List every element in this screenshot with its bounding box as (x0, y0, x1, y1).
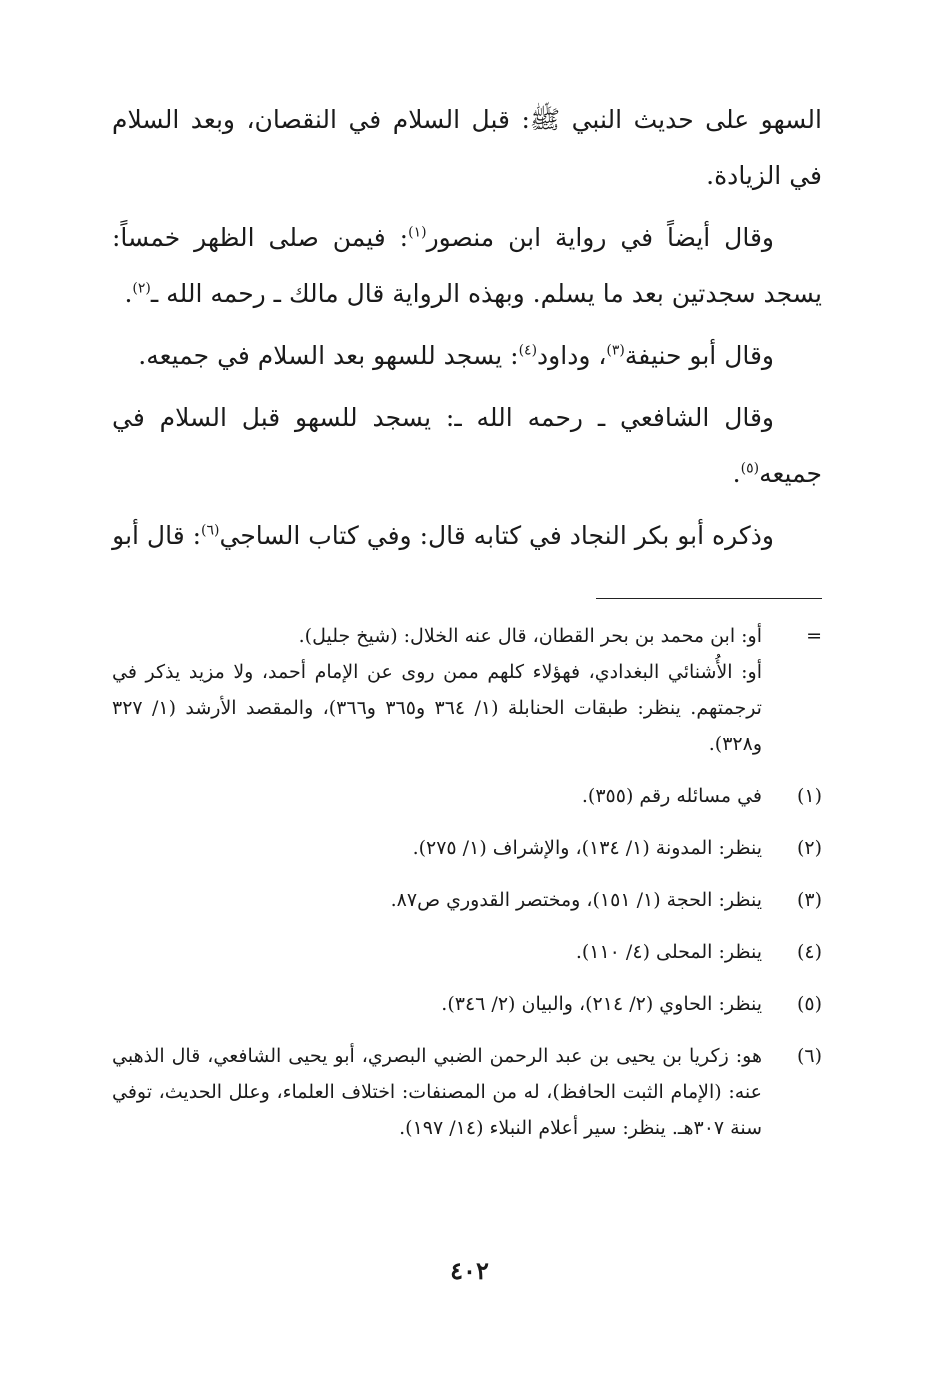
footnote-1-number: (١) (796, 785, 822, 807)
footnote-separator (596, 598, 822, 599)
footnote-1-text: في مسائله رقم (٣٥٥). (581, 785, 762, 807)
footnote-ref-6: (٦) (201, 522, 220, 539)
footnote-ref-3: (٣) (606, 342, 625, 359)
paragraph-4-text-a: وقال الشافعي ـ رحمه الله ـ: يسجد للسهو قبل السلام في جميعه (112, 403, 822, 488)
footnote-2-number: (٢) (796, 837, 822, 859)
footnote-3-number: (٣) (796, 889, 822, 911)
paragraph-1 (112, 92, 822, 204)
page-number: ٤٠٢ (450, 1256, 489, 1285)
paragraph-3-text-b: ، وداود (537, 341, 607, 370)
paragraph-2 (112, 210, 822, 322)
paragraph-3 (112, 328, 822, 384)
footnotes (112, 618, 822, 1162)
footnote-5-text: ينظر: الحاوي (٢/ ٢١٤)، والبيان (٢/ ٣٤٦). (441, 993, 762, 1015)
footnote-2 (112, 830, 822, 866)
paragraph-1-text: السهو على حديث النبي ﷺ: قبل السلام في النقصان، وبعد السلام في الزيادة. (112, 105, 822, 190)
paragraph-5-text-b: : قال أبو (112, 521, 202, 550)
paragraph-4 (112, 390, 822, 502)
footnote-continued-line-1: أو: ابن محمد بن بحر القطان، قال عنه الخلال: (شيخ جليل). (298, 625, 762, 647)
paragraph-3-text-c: : يسجد للسهو بعد السلام في جميعه. (138, 341, 519, 370)
footnote-6 (112, 1038, 822, 1146)
footnote-4 (112, 934, 822, 970)
footnote-3 (112, 882, 822, 918)
main-text (112, 92, 822, 570)
footnote-ref-5: (٥) (740, 460, 760, 477)
footnote-4-text: ينظر: المحلى (٤/ ١١٠). (575, 941, 762, 963)
footnote-ref-2: (٢) (132, 280, 151, 297)
footnote-3-text: ينظر: الحجة (١/ ١٥١)، ومختصر القدوري ص٨٧. (390, 889, 762, 911)
footnote-2-text: ينظر: المدونة (١/ ١٣٤)، والإشراف (١/ ٢٧٥). (412, 837, 762, 859)
paragraph-2-text-a: وقال أيضاً في رواية ابن منصور (426, 223, 774, 252)
footnote-1 (112, 778, 822, 814)
footnote-4-number: (٤) (796, 941, 822, 963)
footnote-ref-4: (٤) (518, 342, 538, 359)
paragraph-2-text-b: : فيمن صلى الظهر خمساً: يسجد سجدتين بعد ما يسلم. وبهذه الرواية قال مالك ـ رحمه الله ـ (112, 223, 822, 308)
footnote-ref-1: (١) (408, 224, 427, 241)
paragraph-3-text-a: وقال أبو حنيفة (624, 341, 774, 370)
paragraph-2-text-c: . (124, 279, 133, 308)
paragraph-5-text-a: وذكره أبو بكر النجاد في كتابه قال: وفي كتاب الساجي (219, 521, 774, 550)
footnote-5 (112, 986, 822, 1022)
footnote-continued (112, 618, 822, 762)
footnote-continued-line-2: أو: الأُشنائي البغدادي، فهؤلاء كلهم ممن روى عن الإمام أحمد، ولا مزيد يذكر في ترجمتهم. ينظر: طبقات الحنابلة (١/ ٣٦٤ و٣٦٥ و٣٦٦)، والمقصد الأرشد (١/ ٣٢٧ و٣٢٨). (112, 661, 762, 755)
paragraph-4-text-b: . (732, 459, 741, 488)
footnote-5-number: (٥) (796, 993, 822, 1015)
footnote-6-number: (٦) (796, 1045, 822, 1067)
footnote-6-text: هو: زكريا بن يحيى بن عبد الرحمن الضبي البصري، أبو يحيى الشافعي، قال الذهبي عنه: (الإمام الثبت الحافظ)، له من المصنفات: اختلاف العلماء، وعلل الحديث، توفي سنة ٣٠٧هـ. ينظر: سير أعلام النبلاء (١٤/ ١٩٧). (112, 1045, 762, 1139)
continuation-mark: = (806, 625, 822, 647)
paragraph-5 (112, 508, 822, 564)
